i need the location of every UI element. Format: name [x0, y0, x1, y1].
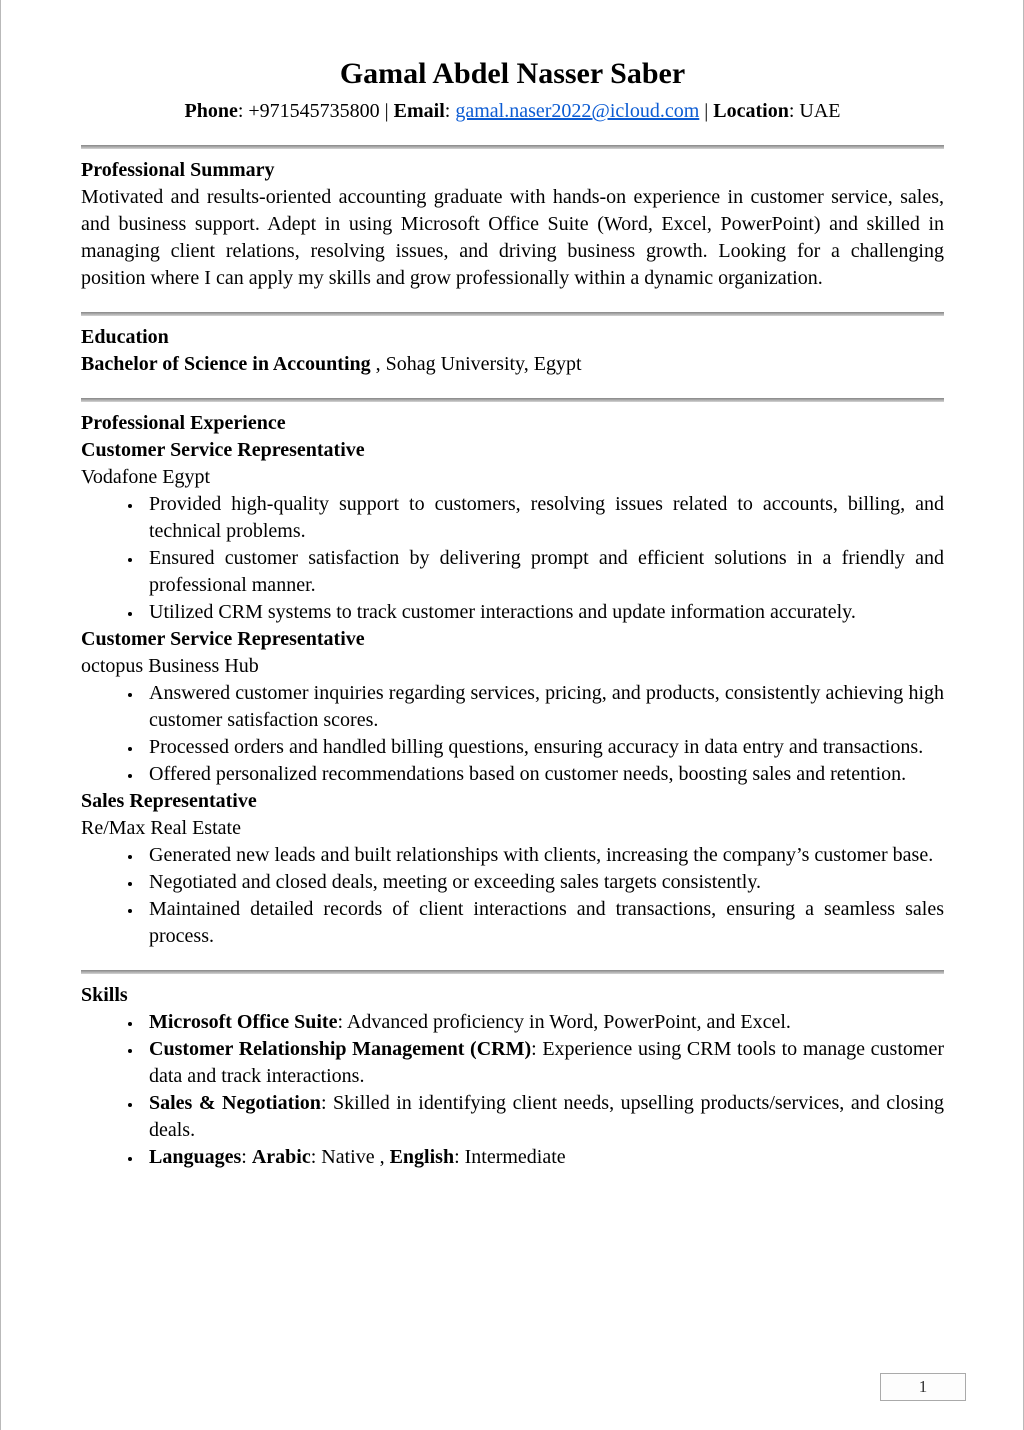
- language-english-level: : Intermediate: [454, 1146, 566, 1168]
- section-divider-summary: [81, 145, 944, 149]
- contact-line: [81, 98, 944, 125]
- location-separator: |: [699, 100, 714, 122]
- job-bullet: • Provided high-quality support to customers, resolving issues related to accounts, billing, and technical problems.: [143, 491, 944, 545]
- job-company: Re/Max Real Estate: [81, 817, 241, 839]
- skill-item: [143, 1009, 944, 1036]
- skill-separator: :: [241, 1146, 252, 1168]
- language-arabic-label: Arabic: [251, 1146, 311, 1168]
- section-professional-experience: [81, 410, 944, 950]
- resume-content: [1, 0, 1023, 1171]
- candidate-name: Gamal Abdel Nasser Saber: [339, 57, 686, 90]
- location-value: : UAE: [788, 100, 841, 122]
- job-company: octopus Business Hub: [81, 655, 259, 677]
- skill-label: Customer Relationship Management (CRM): [149, 1038, 532, 1060]
- phone-label: Phone: [184, 100, 238, 122]
- job-entry-octopus: [81, 626, 944, 788]
- summary-heading: Professional Summary: [81, 159, 275, 181]
- job-bullet: • Answered customer inquiries regarding services, pricing, and products, consistently achieving high customer satisfaction scores.: [143, 680, 944, 734]
- skill-label: Sales & Negotiation: [149, 1092, 321, 1114]
- job-title: Sales Representative: [81, 790, 257, 812]
- job-bullet: • Maintained detailed records of client interactions and transactions, ensuring a seamless sales process.: [143, 896, 944, 950]
- education-heading: Education: [81, 326, 169, 348]
- job-bullet-list: [81, 491, 944, 626]
- job-entry-vodafone: [81, 437, 944, 626]
- skill-detail: : Advanced proficiency in Word, PowerPoint, and Excel.: [337, 1011, 791, 1033]
- section-divider-education: [81, 312, 944, 316]
- job-title: Customer Service Representative: [81, 439, 365, 461]
- job-bullet: • Utilized CRM systems to track customer interactions and update information accurately.: [143, 599, 944, 626]
- job-bullet: • Ensured customer satisfaction by delivering prompt and efficient solutions in a friendly and professional manner.: [143, 545, 944, 599]
- job-bullet: • Negotiated and closed deals, meeting or exceeding sales targets consistently.: [143, 869, 944, 896]
- job-bullet: • Processed orders and handled billing questions, ensuring accuracy in data entry and transactions.: [143, 734, 944, 761]
- section-skills: [81, 982, 944, 1171]
- section-professional-summary: [81, 157, 944, 292]
- page-number: 1: [918, 1377, 928, 1396]
- job-title: Customer Service Representative: [81, 628, 365, 650]
- email-link[interactable]: gamal.naser2022@icloud.com: [455, 100, 700, 122]
- summary-paragraph: Motivated and results-oriented accounting graduate with hands-on experience in customer service, sales, and business support. Adept in using Microsoft Office Suite (Word, Excel, PowerPoint) and skilled in managing client relations, resolving issues, and driving business growth. Looking for a challenging position where I can apply my skills and grow professionally within a dynamic organization.: [81, 186, 944, 289]
- skill-label: Languages: [149, 1146, 242, 1168]
- job-bullet-list: [81, 680, 944, 788]
- job-bullet: • Offered personalized recommendations based on customer needs, boosting sales and retention.: [143, 761, 944, 788]
- location-label: Location: [713, 100, 789, 122]
- phone-value: : +971545735800 |: [237, 100, 394, 122]
- skill-item: [143, 1036, 944, 1090]
- skill-item-languages: [143, 1144, 944, 1171]
- page-number-box: [880, 1373, 966, 1401]
- skill-detail: : Skilled in identifying client needs, upselling products/services, and closing deals.: [149, 1092, 944, 1141]
- skills-list: [81, 1009, 944, 1171]
- job-company: Vodafone Egypt: [81, 466, 211, 488]
- education-degree: Bachelor of Science in Accounting: [81, 353, 371, 375]
- experience-heading: Professional Experience: [81, 412, 286, 434]
- education-entry: [81, 351, 944, 378]
- email-separator: :: [444, 100, 456, 122]
- section-divider-experience: [81, 398, 944, 402]
- job-bullet: • Generated new leads and built relationships with clients, increasing the company’s customer base.: [143, 842, 944, 869]
- language-english-label: English: [389, 1146, 455, 1168]
- skill-label: Microsoft Office Suite: [149, 1011, 338, 1033]
- section-education: [81, 324, 944, 378]
- language-arabic-level: : Native ,: [310, 1146, 390, 1168]
- job-entry-remax: [81, 788, 944, 950]
- email-label: Email: [393, 100, 445, 122]
- skills-heading: Skills: [81, 984, 128, 1006]
- section-divider-skills: [81, 970, 944, 974]
- education-institution: , Sohag University, Egypt: [370, 353, 582, 375]
- resume-header: [81, 56, 944, 125]
- skill-item: [143, 1090, 944, 1144]
- job-bullet-list: [81, 842, 944, 950]
- skill-detail: : Experience using CRM tools to manage customer data and track interactions.: [149, 1038, 944, 1087]
